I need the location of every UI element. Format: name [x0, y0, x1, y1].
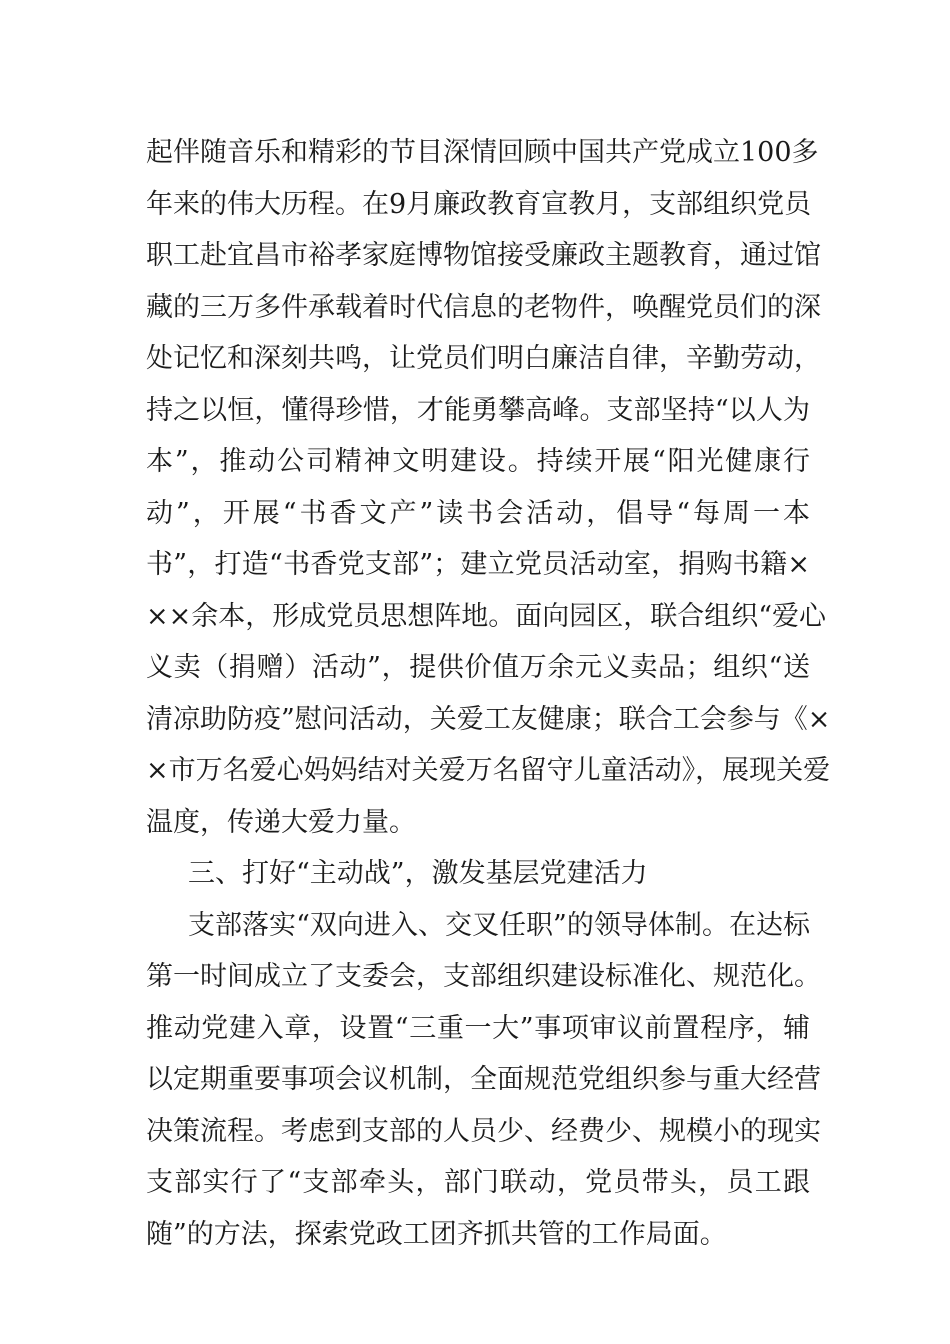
text-line: 推动党建入章，设置“三重一大”事项审议前置程序，辅 — [146, 1012, 810, 1044]
text-line: 第一时间成立了支委会，支部组织建设标准化、规范化。 — [146, 961, 821, 992]
text-line: 书”，打造“书香党支部”；建立党员活动室，捐购书籍× — [146, 549, 810, 580]
text-line: 义卖（捐赠）活动”，提供价值万余元义卖品；组织“送 — [146, 652, 810, 683]
text-line: 处记忆和深刻共鸣，让党员们明白廉洁自律，辛勤劳动， — [146, 343, 821, 374]
paragraph-2 — [146, 903, 821, 1264]
text-line: 以定期重要事项会议机制，全面规范党组织参与重大经营 — [146, 1064, 821, 1095]
text-line: 持之以恒，懂得珍惜，才能勇攀高峰。支部坚持“以人为 — [146, 394, 810, 426]
text-line: 支部落实“双向进入、交叉任职”的领导体制。在达标 — [188, 909, 810, 941]
text-line: 动”，开展“书香文产”读书会活动，倡导“每周一本 — [146, 497, 810, 529]
paragraph-1 — [146, 130, 831, 851]
text-line: 本”，推动公司精神文明建设。持续开展“阳光健康行 — [146, 446, 810, 477]
text-line: 随”的方法，探索党政工团齐抓共管的工作局面。 — [146, 1218, 727, 1250]
body-text — [146, 130, 831, 1263]
text-line: 决策流程。考虑到支部的人员少、经费少、规模小的现实 — [146, 1115, 821, 1147]
section-heading: 三、打好“主动战”，激发基层党建活力 — [188, 858, 648, 889]
text-line: 年来的伟大历程。在9月廉政教育宣教月，支部组织党员 — [146, 188, 812, 220]
text-line: 职工赴宜昌市裕孝家庭博物馆接受廉政主题教育，通过馆 — [146, 240, 821, 271]
text-line: 藏的三万多件承载着时代信息的老物件，唤醒党员们的深 — [146, 291, 821, 323]
text-line: 温度，传递大爱力量。 — [146, 806, 416, 838]
text-line: 清凉助防疫”慰问活动，关爱工友健康；联合工会参与《× — [146, 703, 831, 735]
text-line: 支部实行了“支部牵头，部门联动，党员带头，员工跟 — [146, 1167, 810, 1198]
text-line: 起伴随音乐和精彩的节目深情回顾中国共产党成立100多 — [146, 137, 819, 168]
text-line: ××余本，形成党员思想阵地。面向园区，联合组织“爱心 — [146, 600, 827, 632]
text-line: ×市万名爱心妈妈结对关爱万名留守儿童活动》，展现关爱 — [146, 755, 831, 786]
